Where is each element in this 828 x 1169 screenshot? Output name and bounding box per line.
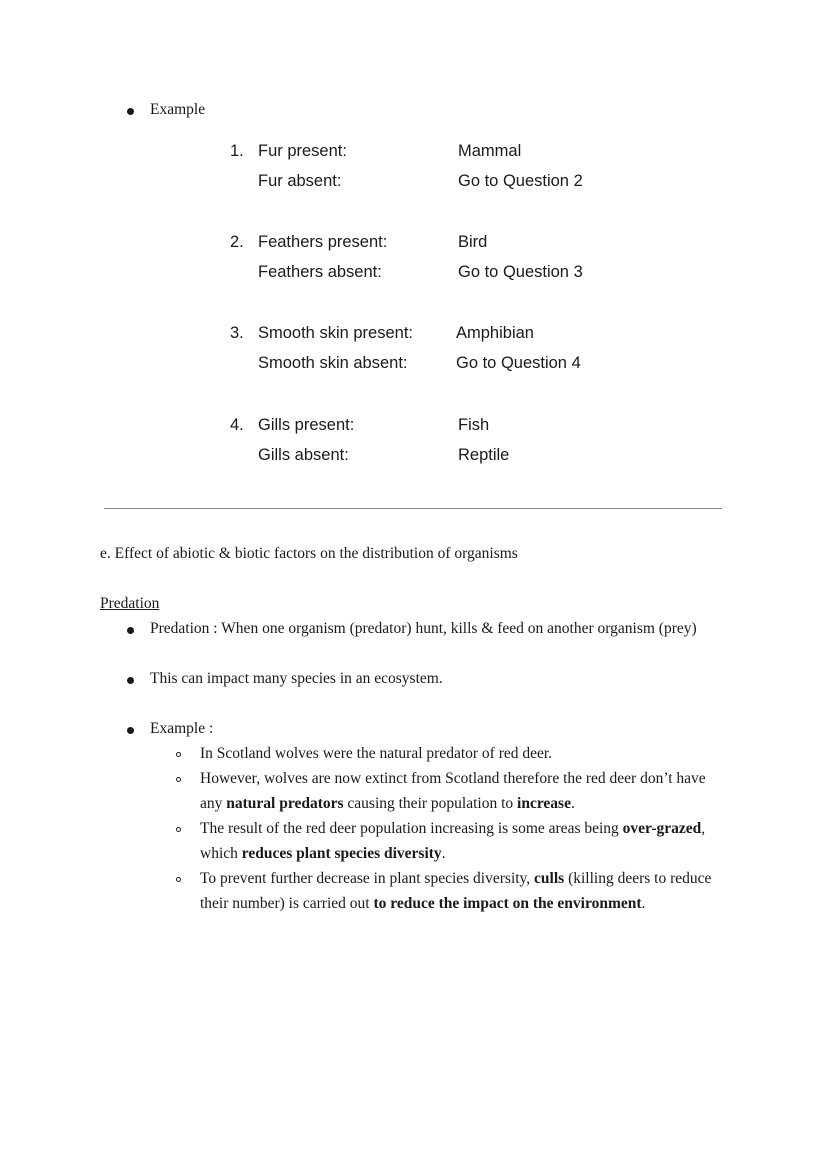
key-present-label: Feathers present: (258, 233, 388, 251)
bullet-icon (127, 627, 134, 634)
key-number: 2. (230, 233, 244, 251)
key-present-label: Gills present: (258, 416, 355, 434)
key-absent-result: Reptile (458, 446, 510, 464)
key-present-result: Mammal (458, 142, 522, 160)
bullet-icon (127, 677, 134, 684)
example-point-3-line-2: which reduces plant species diversity. (200, 845, 446, 862)
key-absent-label: Feathers absent: (258, 263, 382, 281)
key-absent-result: Go to Question 4 (456, 354, 581, 372)
predation-example-label: Example : (150, 720, 214, 737)
example-point-2-line-2: any natural predators causing their population to increase. (200, 795, 575, 812)
horizontal-divider (104, 508, 722, 509)
bullet-icon (127, 108, 134, 115)
key-present-result: Fish (458, 416, 490, 434)
sub-bullet-icon (176, 752, 181, 757)
example-point-4-line-2: their number) is carried out to reduce the impact on the environment. (200, 895, 646, 912)
example-heading: Example (150, 101, 206, 118)
key-absent-label: Fur absent: (258, 172, 342, 190)
key-number: 3. (230, 324, 244, 342)
key-number: 1. (230, 142, 244, 160)
key-absent-result: Go to Question 3 (458, 263, 583, 281)
section-title: e. Effect of abiotic & biotic factors on the distribution of organisms (100, 545, 518, 562)
predation-heading: Predation (100, 595, 160, 612)
bullet-icon (127, 727, 134, 734)
key-present-result: Bird (458, 233, 488, 251)
key-absent-label: Smooth skin absent: (258, 354, 408, 372)
example-point-2-line-1: However, wolves are now extinct from Scotland therefore the red deer don’t have (200, 770, 706, 787)
key-present-label: Fur present: (258, 142, 347, 160)
key-present-label: Smooth skin present: (258, 324, 413, 342)
key-number: 4. (230, 416, 244, 434)
sub-bullet-icon (176, 827, 181, 832)
predation-definition: Predation : When one organism (predator) hunt, kills & feed on another organism (prey) (150, 620, 697, 637)
example-point-3-line-1: The result of the red deer population increasing is some areas being over-grazed, (200, 820, 706, 837)
predation-impact: This can impact many species in an ecosystem. (150, 670, 443, 687)
key-absent-label: Gills absent: (258, 446, 349, 464)
sub-bullet-icon (176, 877, 181, 882)
example-point-1: In Scotland wolves were the natural predator of red deer. (200, 745, 553, 762)
sub-bullet-icon (176, 777, 181, 782)
example-point-4-line-1: To prevent further decrease in plant species diversity, culls (killing deers to reduce (200, 870, 712, 887)
key-absent-result: Go to Question 2 (458, 172, 583, 190)
key-present-result: Amphibian (456, 324, 534, 342)
